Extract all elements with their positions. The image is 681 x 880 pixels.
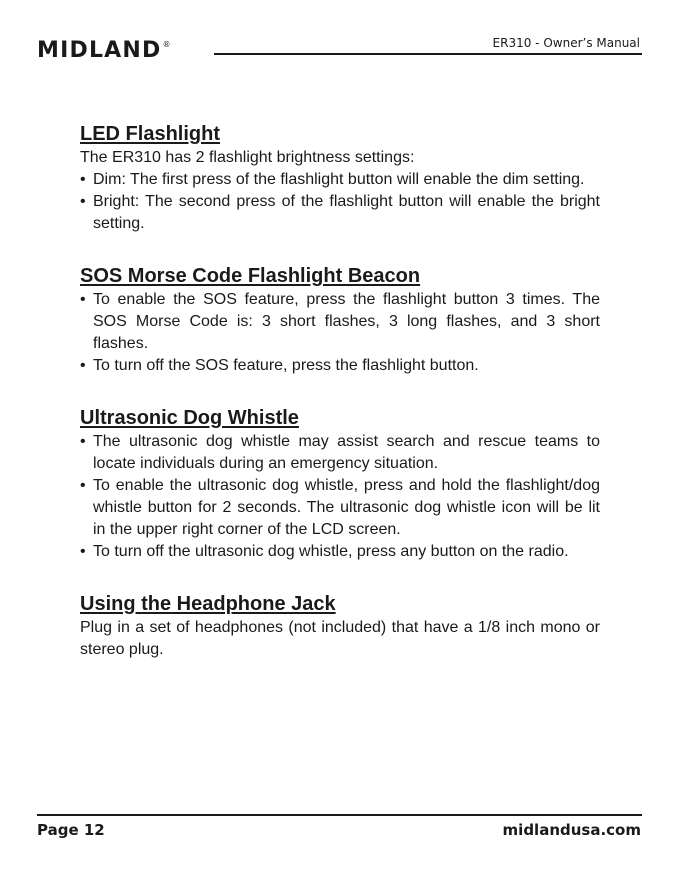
page-number: Page 12 (37, 821, 105, 839)
list-item-text: The ultrasonic dog whistle may assist search and rescue teams to locate individuals during an emergency situation. (93, 433, 600, 472)
list-item (80, 169, 600, 191)
list-item-text: To turn off the ultrasonic dog whistle, press any button on the radio. (93, 543, 569, 560)
header-divider (214, 53, 642, 55)
list-item (80, 541, 600, 563)
section-heading: SOS Morse Code Flashlight Beacon (80, 265, 421, 287)
footer-divider (37, 814, 642, 816)
bullet-icon: • (80, 291, 86, 308)
page-header (0, 0, 681, 70)
list-item-text: Dim: The first press of the flashlight button will enable the dim setting. (93, 171, 585, 188)
section-intro: Plug in a set of headphones (not included) that have a 1/8 inch mono or stereo plug. (80, 619, 600, 658)
bullet-list (80, 431, 600, 563)
section-dog-whistle (80, 405, 600, 563)
list-item (80, 431, 600, 475)
list-item (80, 289, 600, 355)
section-heading: Using the Headphone Jack (80, 593, 336, 615)
website-url: midlandusa.com (502, 821, 641, 839)
list-item-text: To enable the SOS feature, press the flashlight button 3 times. The SOS Morse Code is: 3 short flashes, 3 long flashes, and 3 short flashes. (93, 291, 600, 352)
section-sos-beacon (80, 263, 600, 377)
section-led-flashlight (80, 121, 600, 235)
section-heading: LED Flashlight (80, 123, 220, 145)
list-item-text: Bright: The second press of the flashlight button will enable the bright setting. (93, 193, 600, 232)
list-item-text: To turn off the SOS feature, press the flashlight button. (93, 357, 479, 374)
section-headphone-jack (80, 591, 600, 661)
list-item-text: To enable the ultrasonic dog whistle, press and hold the flashlight/dog whistle button for 2 seconds. The ultrasonic dog whistle icon will be lit in the upper right corner of the LCD screen. (93, 477, 600, 538)
section-intro: The ER310 has 2 flashlight brightness settings: (80, 149, 415, 166)
bullet-icon: • (80, 171, 86, 188)
list-item (80, 475, 600, 541)
bullet-icon: • (80, 477, 86, 494)
bullet-icon: • (80, 433, 86, 450)
logo-text: MIDLAND (37, 38, 162, 63)
list-item (80, 191, 600, 235)
list-item (80, 355, 600, 377)
bullet-icon: • (80, 193, 86, 210)
bullet-list (80, 169, 600, 235)
midland-logo (37, 38, 172, 63)
registered-mark: ® (162, 40, 172, 49)
section-heading: Ultrasonic Dog Whistle (80, 407, 299, 429)
bullet-icon: • (80, 543, 86, 560)
page-content (80, 121, 600, 689)
bullet-list (80, 289, 600, 377)
bullet-icon: • (80, 357, 86, 374)
manual-title: ER310 - Owner’s Manual (492, 36, 640, 50)
